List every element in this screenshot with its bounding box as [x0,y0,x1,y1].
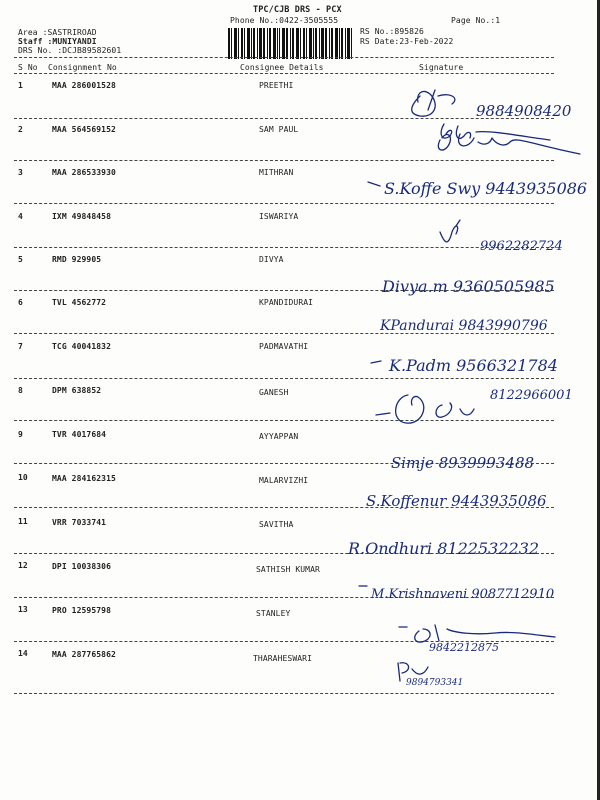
row-consignment: RMD 929905 [52,255,102,264]
row-consignee: PREETHI [259,81,294,90]
signature-text: R.Ondhuri 8122532232 [348,539,540,558]
phone-number: Phone No.:0422-3505555 [230,16,339,25]
signature-handwritten [350,164,600,214]
row-consignee: ISWARIYA [259,212,299,221]
signature-handwritten [370,268,590,304]
row-consignment: VRR 7033741 [52,518,107,527]
signature-text: M.Krishnaveni 9087712910 [371,587,555,602]
row-consignment: MAA 286001528 [52,81,116,90]
signature-text: Simje 8939993488 [391,454,535,472]
row-sno: 14 [18,649,28,658]
header-rule-bottom [14,73,554,74]
row-sno: 8 [18,386,23,395]
barcode [228,28,352,59]
row-consignee: SATHISH KUMAR [256,565,320,574]
signature-text: 9894793341 [406,678,464,688]
signature-handwritten [392,655,512,691]
row-consignee: KPANDIDURAI [259,298,314,307]
row-consignment: TVL 4562772 [52,298,107,307]
signature-text: 8122966001 [490,388,573,403]
signature-text: KPandurai 9843990796 [380,318,548,334]
signature-text: Divya.m 9360505985 [382,277,555,296]
row-consignee: THARAHESWARI [253,654,312,663]
row-sno: 7 [18,342,23,351]
row-sno: 3 [18,168,23,177]
row-consignment: MAA 286533930 [52,168,116,177]
signature-text: 9884908420 [476,102,572,120]
signature-handwritten [340,522,590,566]
row-sno: 11 [18,517,28,526]
row-sno: 2 [18,125,23,134]
row-consignee: PADMAVATHI [259,342,309,351]
col-sno: S No [18,63,38,72]
area-label: Area :SASTRIROAD [18,28,97,37]
signature-handwritten [355,574,590,614]
col-signature: Signature [419,63,464,72]
row-consignment: MAA 284162315 [52,474,116,483]
signature-text: 9842212875 [429,641,499,654]
signature-text: S.Koffe Swy 9443935086 [384,179,588,198]
row-divider [14,693,554,694]
row-sno: 9 [18,430,23,439]
col-consignment: Consignment No [48,63,117,72]
row-sno: 13 [18,605,28,614]
row-sno: 6 [18,298,23,307]
row-consignee: STANLEY [256,609,291,618]
row-sno: 5 [18,255,23,264]
row-consignment: DPI 10038306 [52,562,111,571]
row-consignment: IXM 49848458 [52,212,111,221]
row-consignment: PRO 12595798 [52,606,111,615]
row-sno: 12 [18,561,28,570]
row-consignment: TCG 40041832 [52,342,111,351]
row-divider [14,160,554,161]
row-consignee: GANESH [259,388,289,397]
row-consignment: DPM 638852 [52,386,102,395]
row-consignee: SAM PAUL [259,125,299,134]
staff-label: Staff :MUNIYANDI [18,37,97,46]
row-sno: 4 [18,212,23,221]
document-title: TPC/CJB DRS - PCX [253,5,342,15]
row-consignment: TVR 4017684 [52,430,107,439]
row-consignment: MAA 564569152 [52,125,116,134]
row-consignment: MAA 287765862 [52,650,116,659]
signature-handwritten [370,308,590,346]
row-consignee: MALARVIZHI [259,476,309,485]
row-sno: 1 [18,81,23,90]
signature-text: S.Koffenur 9443935086 [366,492,547,510]
signature-handwritten [420,212,600,262]
signature-handwritten [370,385,590,433]
header-rule-top [14,57,554,58]
signature-text: 9962282724 [480,239,563,254]
page-number: Page No.:1 [451,16,501,25]
row-consignee: AYYAPPAN [259,432,299,441]
signature-handwritten [380,120,600,160]
drs-number: DRS No. :DCJB89582601 [18,46,122,55]
rs-date: RS Date:23-Feb-2022 [360,37,454,46]
signature-handwritten [350,484,600,516]
col-consignee: Consignee Details [240,63,324,72]
row-consignee: MITHRAN [259,168,294,177]
rs-number: RS No.:895826 [360,27,424,36]
signature-handwritten [375,440,595,476]
signature-text: K.Padm 9566321784 [389,356,558,375]
row-consignee: SAVITHA [259,520,294,529]
row-consignee: DIVYA [259,255,284,264]
signature-handwritten [365,345,600,390]
row-sno: 10 [18,473,28,482]
signature-handwritten [395,615,595,657]
